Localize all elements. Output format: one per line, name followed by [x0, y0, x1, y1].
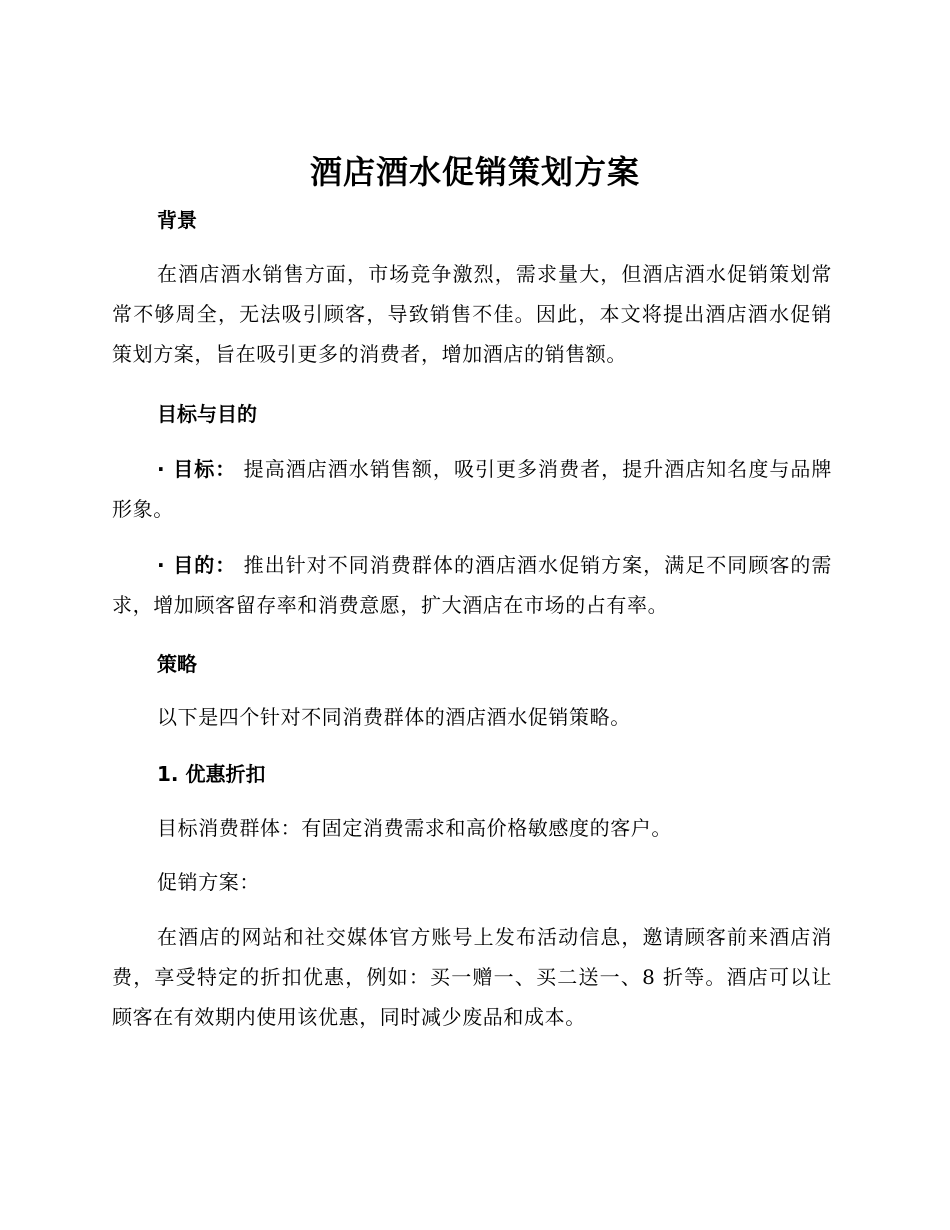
purpose-bullet — [112, 545, 832, 625]
purpose-text: 推出针对不同消费群体的酒店酒水促销方案，满足不同顾客的需求，增加顾客留存率和消费意愿，扩大酒店在市场的占有率。 — [112, 553, 833, 617]
strategy-intro: 以下是四个针对不同消费群体的酒店酒水促销策略。 — [157, 705, 631, 729]
document-title: 酒店酒水促销策划方案 — [309, 153, 640, 191]
background-paragraph: 在酒店酒水销售方面，市场竞争激烈，需求量大，但酒店酒水促销策划常常不够周全，无法吸引顾客，导致销售不佳。因此，本文将提出酒店酒水促销策划方案，旨在吸引更多的消费者，增加酒店的销售额。 — [112, 262, 832, 366]
section-heading-goals: 目标与目的 — [157, 402, 257, 426]
strategy-item-1-plan-text: 在酒店的网站和社交媒体官方账号上发布活动信息，邀请顾客前来酒店消费，享受特定的折扣优惠，例如：买一赠一、买二送一、8 折等。酒店可以让顾客在有效期内使用该优惠，同时减少废品和成本。 — [112, 925, 832, 1029]
strategy-item-1-heading: 1. 优惠折扣 — [157, 762, 266, 786]
goal-label: · 目标： — [157, 457, 237, 481]
goal-text: 提高酒店酒水销售额，吸引更多消费者，提升酒店知名度与品牌形象。 — [112, 457, 833, 521]
strategy-item-1-target: 目标消费群体：有固定消费需求和高价格敏感度的客户。 — [157, 816, 672, 840]
strategy-item-1-plan-label: 促销方案： — [157, 870, 260, 894]
section-heading-background: 背景 — [157, 208, 197, 232]
goal-bullet — [112, 449, 832, 529]
purpose-label: · 目的： — [157, 553, 237, 577]
section-heading-strategy: 策略 — [157, 652, 197, 676]
